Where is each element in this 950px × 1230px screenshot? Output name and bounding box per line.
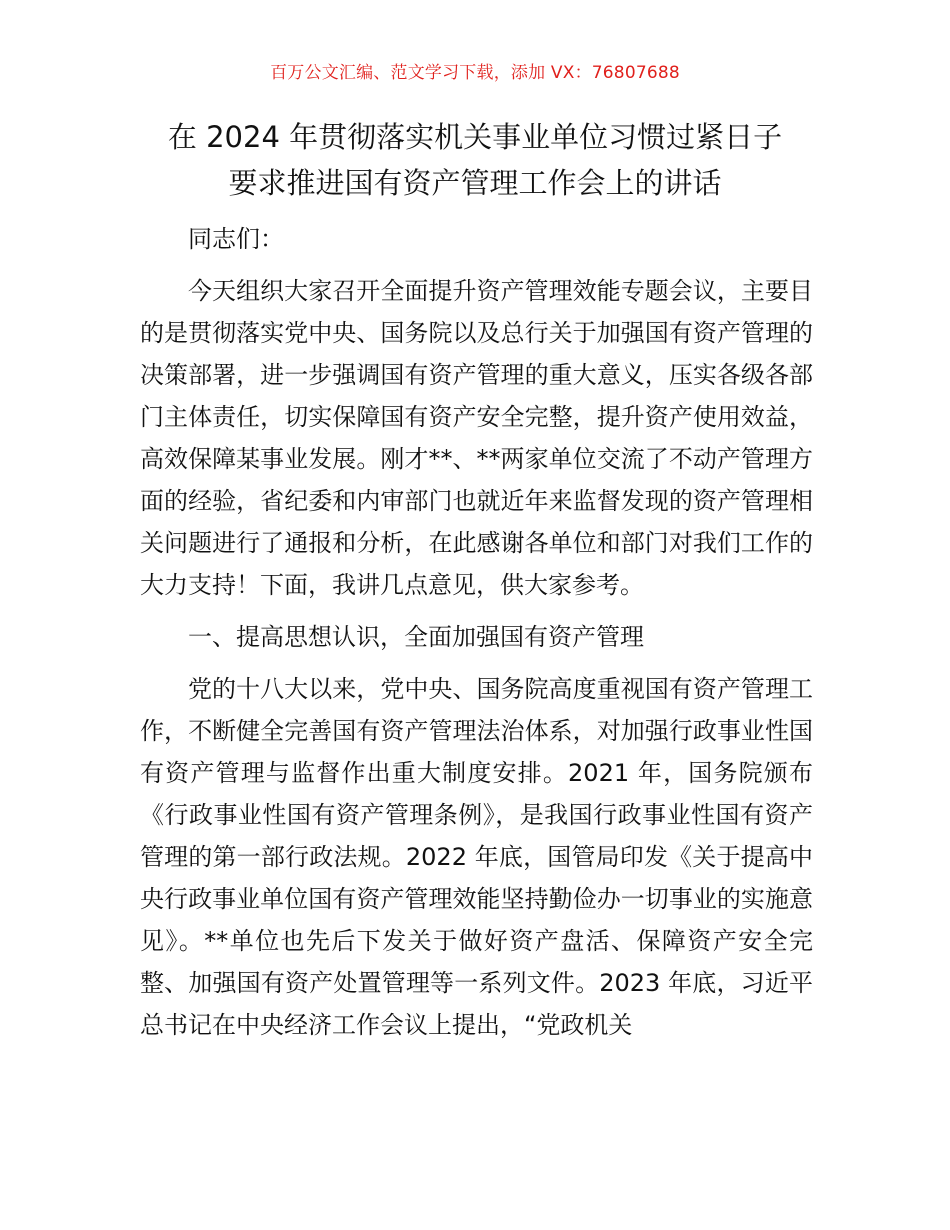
paragraph-intro: 今天组织大家召开全面提升资产管理效能专题会议，主要目的是贯彻落实党中央、国务院以及总行关于加强国有资产管理的决策部署，进一步强调国有资产管理的重大意义，压实各级各部门主体责任，切实保障国有资产安全完整，提升资产使用效益，高效保障某事业发展。刚才**、**两家单位交流了不动产管理方面的经验，省纪委和内审部门也就近年来监督发现的资产管理相关问题进行了通报和分析，在此感谢各单位和部门对我们工作的大力支持！下面，我讲几点意见，供大家参考。 — [140, 277, 813, 599]
paragraph-section-1: 党的十八大以来，党中央、国务院高度重视国有资产管理工作，不断健全完善国有资产管理法治体系，对加强行政事业性国有资产管理与监督作出重大制度安排。2021 年，国务院颁布《行政事业性国有资产管理条例》，是我国行政事业性国有资产管理的第一部行政法规。2022 年底，国管局印发《关于提高中央行政事业单位国有资产管理效能坚持勤俭办一切事业的实施意见》。**单位也先后下发关于做好资产盘活、保障资产安全完整、加强国有资产处置管理等一系列文件。2023 年底，习近平总书记在中央经济工作会议上提出，“党政机关 — [140, 675, 813, 1039]
title-line-2: 要求推进国有资产管理工作会上的讲话 — [228, 166, 722, 200]
header-watermark-note: 百万公文汇编、范文学习下载，添加 VX：76807688 — [270, 63, 680, 83]
section-heading-1: 一、提高思想认识，全面加强国有资产管理 — [188, 623, 644, 651]
document-title — [100, 114, 850, 206]
document-body — [140, 218, 813, 1046]
greeting: 同志们： — [188, 225, 284, 253]
title-line-1: 在 2024 年贯彻落实机关事业单位习惯过紧日子 — [167, 120, 783, 154]
